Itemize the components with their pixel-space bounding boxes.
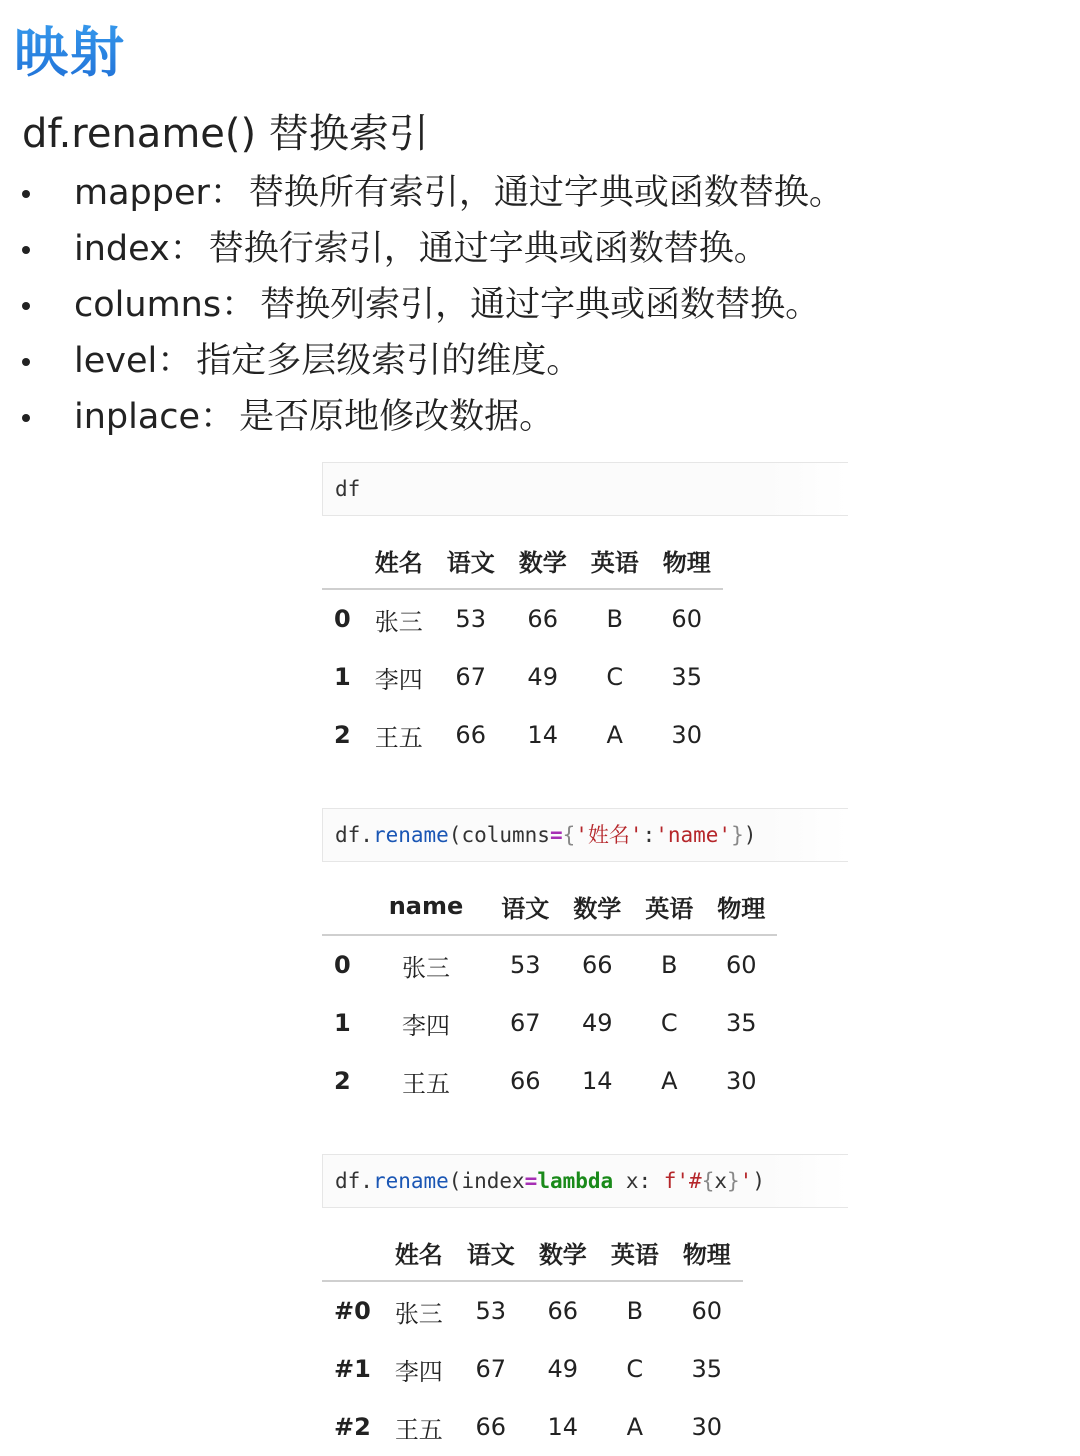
table-row bbox=[322, 589, 723, 648]
code-token: = bbox=[549, 823, 563, 847]
code-input[interactable] bbox=[322, 808, 848, 862]
column-header: 语文 bbox=[501, 894, 550, 923]
page-title: 映射 bbox=[14, 10, 126, 87]
bullet-dot-icon bbox=[22, 190, 30, 198]
notebook-cell-2 bbox=[322, 808, 848, 1110]
table-cell: 66 bbox=[527, 605, 558, 633]
index-header bbox=[322, 1224, 383, 1281]
code-token: ) bbox=[752, 1169, 765, 1193]
table-cell: B bbox=[661, 951, 678, 979]
table-cell: 李四 bbox=[374, 665, 423, 694]
list-item bbox=[22, 224, 844, 280]
code-token: f'# bbox=[663, 1169, 702, 1193]
code-token: x bbox=[714, 1169, 727, 1193]
table-row bbox=[322, 1281, 743, 1340]
table-cell: 67 bbox=[475, 1355, 507, 1383]
dataframe-output bbox=[322, 1224, 743, 1456]
code-token: } bbox=[727, 1169, 740, 1193]
table-cell: 66 bbox=[475, 1413, 507, 1441]
row-index: 2 bbox=[334, 721, 351, 749]
column-header: 数学 bbox=[538, 1240, 587, 1269]
table-cell: 李四 bbox=[394, 1357, 443, 1386]
table-cell: 王五 bbox=[401, 1069, 450, 1098]
param-description: 指定多层级索引的维度。 bbox=[196, 341, 582, 381]
table-cell: 李四 bbox=[401, 1011, 450, 1040]
table-cell: 王五 bbox=[374, 723, 423, 752]
table-row bbox=[322, 994, 777, 1052]
row-index: #2 bbox=[334, 1413, 371, 1441]
dataframe-output bbox=[322, 532, 723, 764]
table-cell: 14 bbox=[527, 721, 558, 749]
param-name: index bbox=[74, 229, 170, 269]
table-cell: A bbox=[606, 721, 623, 749]
index-header bbox=[322, 532, 363, 589]
table-cell: B bbox=[626, 1297, 644, 1325]
code-token: df. bbox=[335, 823, 373, 847]
column-header: 物理 bbox=[662, 548, 711, 577]
column-header: 物理 bbox=[717, 894, 766, 923]
code-token: } bbox=[731, 823, 744, 847]
table-cell: 53 bbox=[510, 951, 541, 979]
table-cell: C bbox=[606, 663, 624, 691]
index-header bbox=[322, 878, 363, 935]
table-cell: 67 bbox=[455, 663, 486, 691]
param-separator: ： bbox=[157, 341, 193, 381]
code-token: lambda bbox=[537, 1169, 614, 1193]
table-cell: 53 bbox=[475, 1297, 507, 1325]
code-input[interactable] bbox=[322, 1154, 848, 1208]
table-cell: 30 bbox=[691, 1413, 723, 1441]
param-description: 替换行索引，通过字典或函数替换。 bbox=[208, 229, 769, 269]
column-header: 英语 bbox=[645, 894, 694, 923]
param-name: inplace bbox=[74, 397, 201, 437]
row-index: 0 bbox=[334, 951, 351, 979]
column-header: 姓名 bbox=[374, 548, 423, 577]
table-cell: 35 bbox=[691, 1355, 723, 1383]
column-header: 语文 bbox=[446, 548, 495, 577]
table-cell: 35 bbox=[726, 1009, 757, 1037]
row-index: #1 bbox=[334, 1355, 371, 1383]
list-item bbox=[22, 280, 844, 336]
param-description: 替换所有索引，通过字典或函数替换。 bbox=[248, 173, 844, 213]
table-cell: 49 bbox=[547, 1355, 579, 1383]
param-name: mapper bbox=[74, 173, 210, 213]
table-row bbox=[322, 1340, 743, 1398]
table-row bbox=[322, 1052, 777, 1110]
code-token: = bbox=[524, 1169, 538, 1193]
notebook-cell-1 bbox=[322, 462, 848, 764]
table-cell: A bbox=[661, 1067, 678, 1095]
code-token: (columns bbox=[448, 823, 550, 847]
param-description: 是否原地修改数据。 bbox=[239, 397, 555, 437]
table-cell: A bbox=[626, 1413, 644, 1441]
param-description: 替换列索引，通过字典或函数替换。 bbox=[260, 285, 821, 325]
column-header: 语文 bbox=[466, 1240, 515, 1269]
table-cell: 53 bbox=[455, 605, 486, 633]
table-cell: 14 bbox=[582, 1067, 613, 1095]
table-cell: 王五 bbox=[394, 1415, 443, 1444]
table-cell: 60 bbox=[671, 605, 702, 633]
row-index: 2 bbox=[334, 1067, 351, 1095]
row-index: 0 bbox=[334, 605, 351, 633]
code-token: rename bbox=[372, 823, 449, 847]
table-row bbox=[322, 935, 777, 994]
dataframe-output bbox=[322, 878, 777, 1110]
table-cell: 张三 bbox=[394, 1299, 443, 1328]
table-cell: 60 bbox=[691, 1297, 723, 1325]
row-index: 1 bbox=[334, 663, 351, 691]
bullet-dot-icon bbox=[22, 302, 30, 310]
bullet-dot-icon bbox=[22, 414, 30, 422]
parameter-list bbox=[22, 168, 844, 448]
table-cell: 30 bbox=[726, 1067, 757, 1095]
table-cell: 60 bbox=[726, 951, 757, 979]
table-cell: 66 bbox=[510, 1067, 541, 1095]
code-token: ' bbox=[739, 1169, 753, 1193]
table-header-row bbox=[322, 1224, 743, 1281]
param-separator: ： bbox=[200, 397, 236, 437]
section-subtitle: df.rename() 替换索引 bbox=[22, 111, 429, 157]
table-row bbox=[322, 1398, 743, 1456]
code-token: : bbox=[642, 823, 656, 847]
code-token: { bbox=[701, 1169, 715, 1193]
bullet-dot-icon bbox=[22, 358, 30, 366]
table-cell: 14 bbox=[547, 1413, 579, 1441]
list-item bbox=[22, 336, 844, 392]
table-cell: B bbox=[606, 605, 623, 633]
table-cell: C bbox=[660, 1009, 678, 1037]
table-cell: C bbox=[626, 1355, 644, 1383]
code-token: 'name' bbox=[655, 823, 732, 847]
table-row bbox=[322, 706, 723, 764]
column-header: 英语 bbox=[590, 548, 639, 577]
column-header: name bbox=[388, 892, 464, 920]
list-item bbox=[22, 168, 844, 224]
code-token: '姓名' bbox=[575, 823, 643, 847]
column-header: 英语 bbox=[610, 1240, 659, 1269]
table-cell: 张三 bbox=[374, 607, 423, 636]
param-name: columns bbox=[74, 285, 222, 325]
code-token: df. bbox=[335, 1169, 373, 1193]
table-header-row bbox=[322, 878, 777, 935]
table-header-row bbox=[322, 532, 723, 589]
code-token: x: bbox=[613, 1169, 664, 1193]
table-cell: 66 bbox=[547, 1297, 579, 1325]
notebook-cell-3 bbox=[322, 1154, 848, 1456]
column-header: 数学 bbox=[518, 548, 567, 577]
column-header: 数学 bbox=[573, 894, 622, 923]
code-input[interactable] bbox=[322, 462, 848, 516]
table-cell: 49 bbox=[527, 663, 558, 691]
list-item bbox=[22, 392, 844, 448]
table-cell: 30 bbox=[671, 721, 702, 749]
table-cell: 张三 bbox=[401, 953, 450, 982]
table-row bbox=[322, 648, 723, 706]
table-cell: 66 bbox=[582, 951, 613, 979]
column-header: 姓名 bbox=[394, 1240, 443, 1269]
param-separator: ： bbox=[221, 285, 257, 325]
param-separator: ： bbox=[209, 173, 245, 213]
row-index: #0 bbox=[334, 1297, 371, 1325]
table-cell: 49 bbox=[582, 1009, 613, 1037]
code-token: { bbox=[562, 823, 576, 847]
table-cell: 35 bbox=[671, 663, 702, 691]
param-separator: ： bbox=[169, 229, 205, 269]
bullet-dot-icon bbox=[22, 246, 30, 254]
row-index: 1 bbox=[334, 1009, 351, 1037]
table-cell: 67 bbox=[510, 1009, 541, 1037]
table-cell: 66 bbox=[455, 721, 486, 749]
param-name: level bbox=[74, 341, 158, 381]
code-token: rename bbox=[372, 1169, 449, 1193]
code-token: df bbox=[335, 477, 361, 501]
column-header: 物理 bbox=[682, 1240, 731, 1269]
code-token: (index bbox=[448, 1169, 525, 1193]
code-token: ) bbox=[743, 823, 757, 847]
